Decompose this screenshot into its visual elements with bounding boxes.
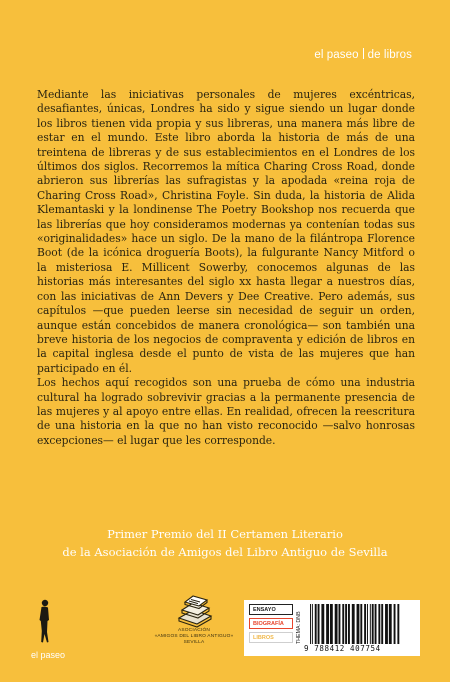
- association-logo: [148, 592, 240, 656]
- synopsis-paragraph-2: Los hechos aquí recogidos son una prueba de cómo una industria cultural ha logrado sobrevivir gracias a la permanente presencia de las mujeres y al apoyo entre ellas. En realidad, ofrecen la reescritura de una historia en la que no han visto reconocido —salvo honrosas excepciones— el lugar que les corresponde.: [37, 376, 415, 447]
- barcode-bar: [367, 604, 368, 644]
- brand-right: de libros: [367, 49, 412, 61]
- books-stack-icon: [173, 592, 215, 628]
- barcode-bar: [385, 604, 388, 644]
- barcode-bar: [330, 604, 333, 644]
- association-line-2: «AMIGOS DEL LIBRO ANTIGUO»: [154, 634, 234, 639]
- barcode-bar: [364, 604, 366, 644]
- publisher-label: el paseo: [31, 650, 66, 660]
- barcode-bar: [375, 604, 377, 644]
- association-line-3: SEVILLA: [183, 640, 205, 645]
- barcode-bar: [370, 604, 371, 644]
- thema-code: THEMA: DNB: [296, 611, 302, 645]
- barcode-bar: [394, 604, 396, 644]
- standing-figure-icon: [30, 598, 70, 658]
- tag-libros: LIBROS: [249, 632, 293, 643]
- synopsis: [37, 88, 415, 448]
- isbn-barcode: [308, 604, 416, 644]
- barcode-bar: [352, 604, 355, 644]
- brand-header: [314, 48, 412, 61]
- barcode-bar: [326, 604, 329, 644]
- barcode-bar: [357, 604, 360, 644]
- award-line-2: de la Asociación de Amigos del Libro Antiguo de Sevilla: [62, 545, 388, 559]
- barcode-bar: [315, 604, 317, 644]
- genre-tags: [249, 604, 293, 646]
- tag-biografia: BIOGRAFÍA: [249, 618, 293, 629]
- barcode-bar: [360, 604, 362, 644]
- barcode-bar: [321, 604, 324, 644]
- brand-left: el paseo: [314, 49, 359, 61]
- barcode-bar: [312, 604, 313, 644]
- award-line-1: Primer Premio del II Certamen Literario: [107, 527, 343, 541]
- barcode-bar: [345, 604, 347, 644]
- barcode-bar: [381, 604, 383, 644]
- barcode-bar: [310, 604, 311, 644]
- barcode-bar: [318, 604, 320, 644]
- barcode-bar: [372, 604, 374, 644]
- barcode-bar: [389, 604, 392, 644]
- association-line-1: ASOCIACIÓN: [177, 628, 211, 633]
- barcode-bar: [348, 604, 350, 644]
- award-note: [0, 525, 450, 561]
- tag-ensayo: ENSAYO: [249, 604, 293, 615]
- brand-separator: [363, 48, 364, 59]
- isbn-number: 9 788412 407754: [304, 644, 381, 653]
- synopsis-paragraph-1: Mediante las iniciativas personales de mujeres excéntricas, desafiantes, únicas, Londres ha sido y sigue siendo un lugar donde los libros tienen vida propia y sus libreras, una manera más libre de estar en el mundo. Este libro aborda la historia de más de una treintena de libreras y de sus establecimientos en el Londres de los últimos dos siglos. Recorremos la mítica Charing Cross Road, donde abrieron sus librerías las sufragistas y la apodada «reina roja de Charing Cross Road», Christina Foyle. Sin duda, la historia de Alida Klemantaski y la londinense The Poetry Bookshop nos recuerda que las librerías que hoy consideramos modernas ya contenían todas sus «originalidades» hace un siglo. De la mano de la filántropa Florence Boot (de la icónica droguería Boots), la fulgurante Nancy Mitford o la misteriosa E. Millicent Sowerby, conocemos algunas de las historias más interesantes del siglo xx hasta llegar a nuestros días, con las iniciativas de Ann Devers y Dee Creative. Pero además, sus capítulos —que pueden leerse sin necesidad de seguir un orden, aunque están concebidos de manera cronológica— son también una breve historia de los negocios de compraventa y edición de libros en la capital inglesa desde el punto de vista de las mujeres que han participado en él.: [37, 88, 415, 375]
- barcode-bar: [342, 604, 344, 644]
- barcode-bar: [397, 604, 399, 644]
- barcode-bar: [339, 604, 341, 644]
- barcode-bar: [335, 604, 338, 644]
- barcode-panel: [244, 600, 420, 656]
- barcode-bar: [378, 604, 380, 644]
